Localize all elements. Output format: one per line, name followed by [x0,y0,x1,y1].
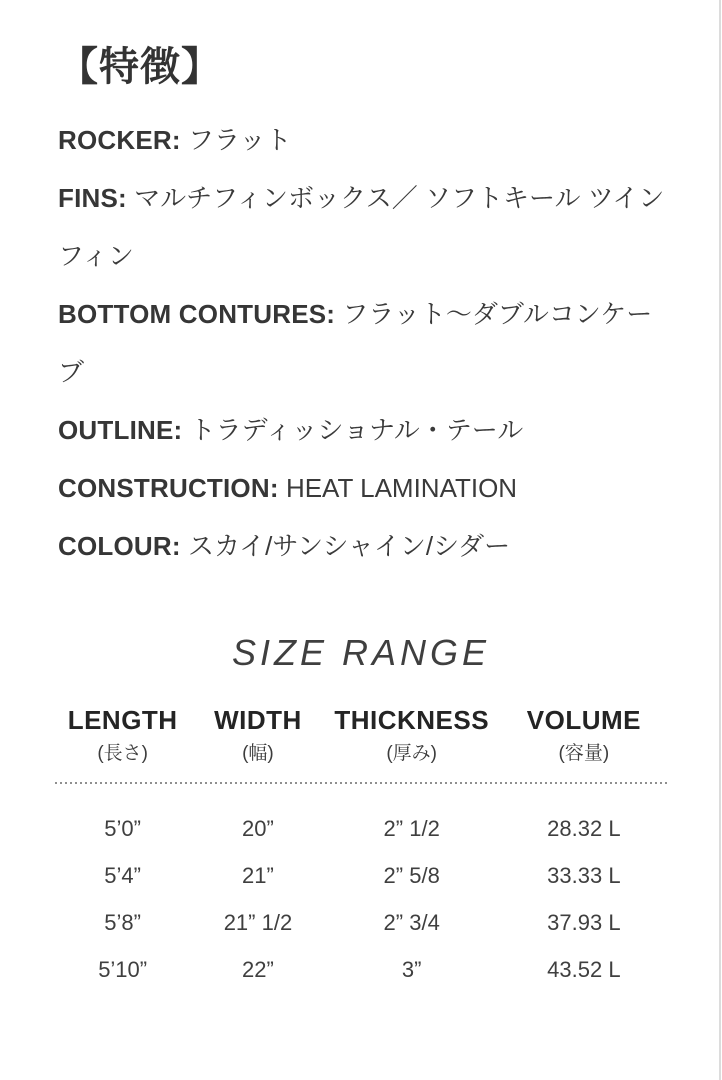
spec-colour [58,517,673,575]
page-right-border [719,0,721,1080]
spec-rocker [58,111,673,169]
table-cell-r1-volume: 33.33 L [547,863,621,888]
table-cell-r1-thickness: 2” 5/8 [383,863,440,888]
spec-fins-value: マルチフィンボックス／ ソフトキール ツインフィン [58,183,665,271]
spec-rocker-label: ROCKER: [58,125,181,155]
spec-outline-label: OUTLINE: [58,415,183,445]
column-header-length-ja: (長さ) [97,743,148,764]
column-header-width [190,703,325,771]
column-header-volume-en: VOLUME [526,705,641,735]
table-cell-r2-thickness: 2” 3/4 [383,910,440,935]
column-header-thickness-en: THICKNESS [334,705,490,735]
spec-bottom-contures-value: フラット〜ダブルコンケーブ [58,299,653,387]
column-header-length [55,703,190,771]
column-header-thickness [326,703,498,771]
table-cell-r2-volume: 37.93 L [547,910,621,935]
table-cell-r3-volume: 43.52 L [547,957,621,982]
table-cell-r3-length: 5’10” [98,957,148,982]
spec-outline [58,401,673,459]
size-range-title: SIZE RANGE [231,632,491,673]
column-header-width-ja: (幅) [242,743,274,764]
table-cell-r2-width: 21” 1/2 [223,910,293,935]
spec-bottom-contures [58,285,673,401]
spec-fins [58,169,673,285]
table-cell-r2-length: 5’8” [104,910,141,935]
table-cell-r0-width: 20” [242,816,274,841]
spec-construction-value: HEAT LAMINATION [285,473,518,503]
table-cell-r3-width: 22” [242,957,274,982]
table-cell-r0-volume: 28.32 L [547,816,621,841]
table-cell-r3-thickness: 3” [401,957,422,982]
column-header-volume-ja: (容量) [558,743,610,764]
table-cell-r0-length: 5’0” [104,816,141,841]
table-cell-r0-thickness: 2” 1/2 [383,816,440,841]
spec-colour-value: スカイ/サンシャイン/シダー [187,531,511,561]
spec-construction-label: CONSTRUCTION: [58,473,279,503]
size-range-table [55,703,670,993]
spec-fins-label: FINS: [58,183,127,213]
spec-outline-value: トラディッショナル・テール [189,415,524,445]
spec-rocker-value: フラット [187,125,292,155]
table-cell-r1-width: 21” [242,863,274,888]
spec-bottom-contures-label: BOTTOM CONTURES: [58,299,336,329]
column-header-width-en: WIDTH [214,705,302,735]
column-header-length-en: LENGTH [67,705,178,735]
spec-colour-label: COLOUR: [58,531,181,561]
spec-construction [58,459,673,517]
features-heading: 【特徴】 [58,45,222,89]
table-cell-r1-length: 5’4” [104,863,141,888]
column-header-volume [498,703,670,771]
size-range-section [0,631,722,993]
column-header-thickness-ja: (厚み) [386,743,438,764]
table-dotted-separator [55,782,670,784]
